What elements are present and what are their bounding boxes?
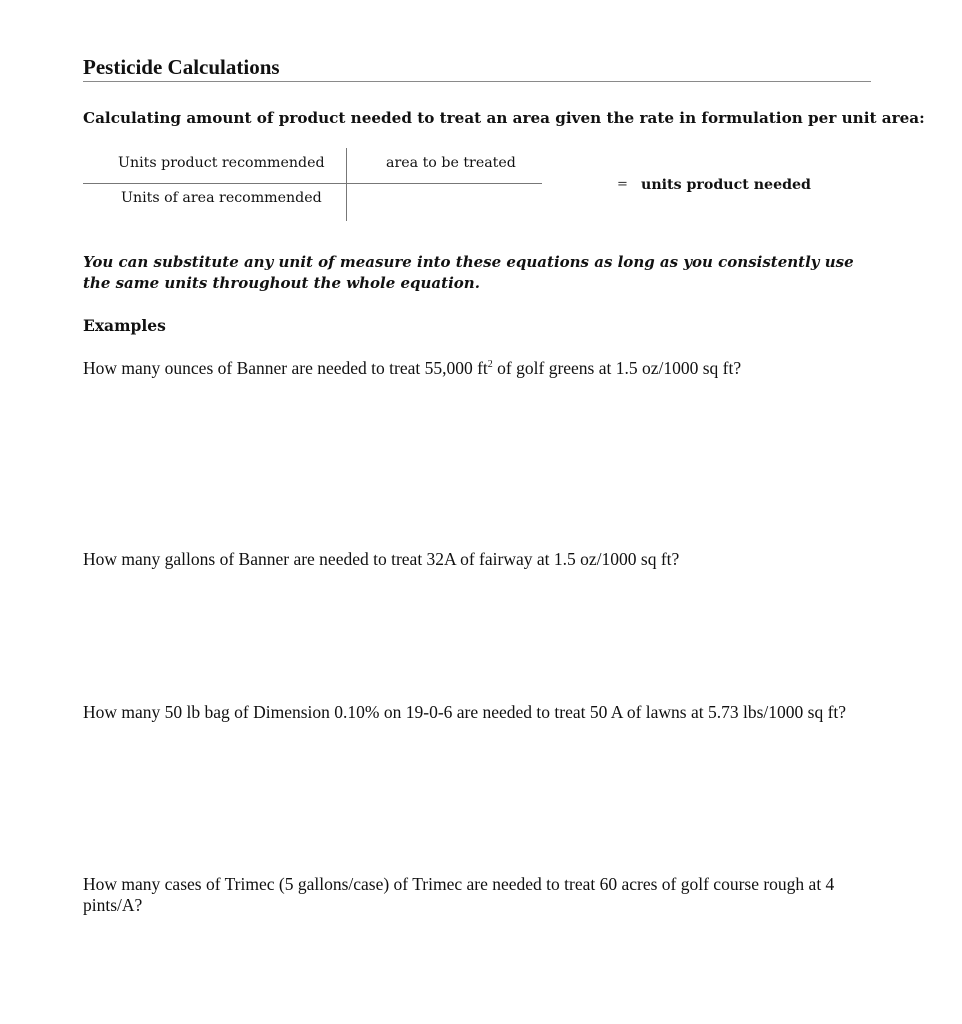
units-note: You can substitute any unit of measure into these equations as long as you consistently use the same units throughout the whole equation.: [83, 253, 854, 292]
question-4: How many cases of Trimec (5 gallons/case) of Trimec are needed to treat 60 acres of golf course rough at 4 pints/A?: [83, 874, 835, 915]
question-1-text-end: of golf greens at 1.5 oz/1000 sq ft?: [492, 358, 742, 378]
equals-sign: =: [617, 177, 628, 192]
question-3: How many 50 lb bag of Dimension 0.10% on 19-0-6 are needed to treat 50 A of lawns at 5.73 lbs/1000 sq ft?: [83, 702, 847, 722]
fraction-bar: [83, 183, 542, 184]
formula-divider: [346, 148, 347, 221]
title-underline: [83, 81, 871, 82]
question-1-text: How many ounces of Banner are needed to treat 55,000 ft: [83, 358, 488, 378]
formula-denominator: Units of area recommended: [121, 190, 322, 206]
section-heading: Calculating amount of product needed to treat an area given the rate in formulation per unit area:: [83, 109, 925, 127]
formula-multiplier: area to be treated: [386, 155, 516, 171]
formula-result: units product needed: [641, 177, 811, 193]
question-2: How many gallons of Banner are needed to treat 32A of fairway at 1.5 oz/1000 sq ft?: [83, 549, 680, 569]
page-title: Pesticide Calculations: [83, 55, 280, 79]
question-1: [83, 358, 873, 379]
question-1-superscript: 2: [487, 359, 493, 370]
formula-numerator: Units product recommended: [118, 155, 325, 171]
examples-heading: Examples: [83, 316, 166, 335]
